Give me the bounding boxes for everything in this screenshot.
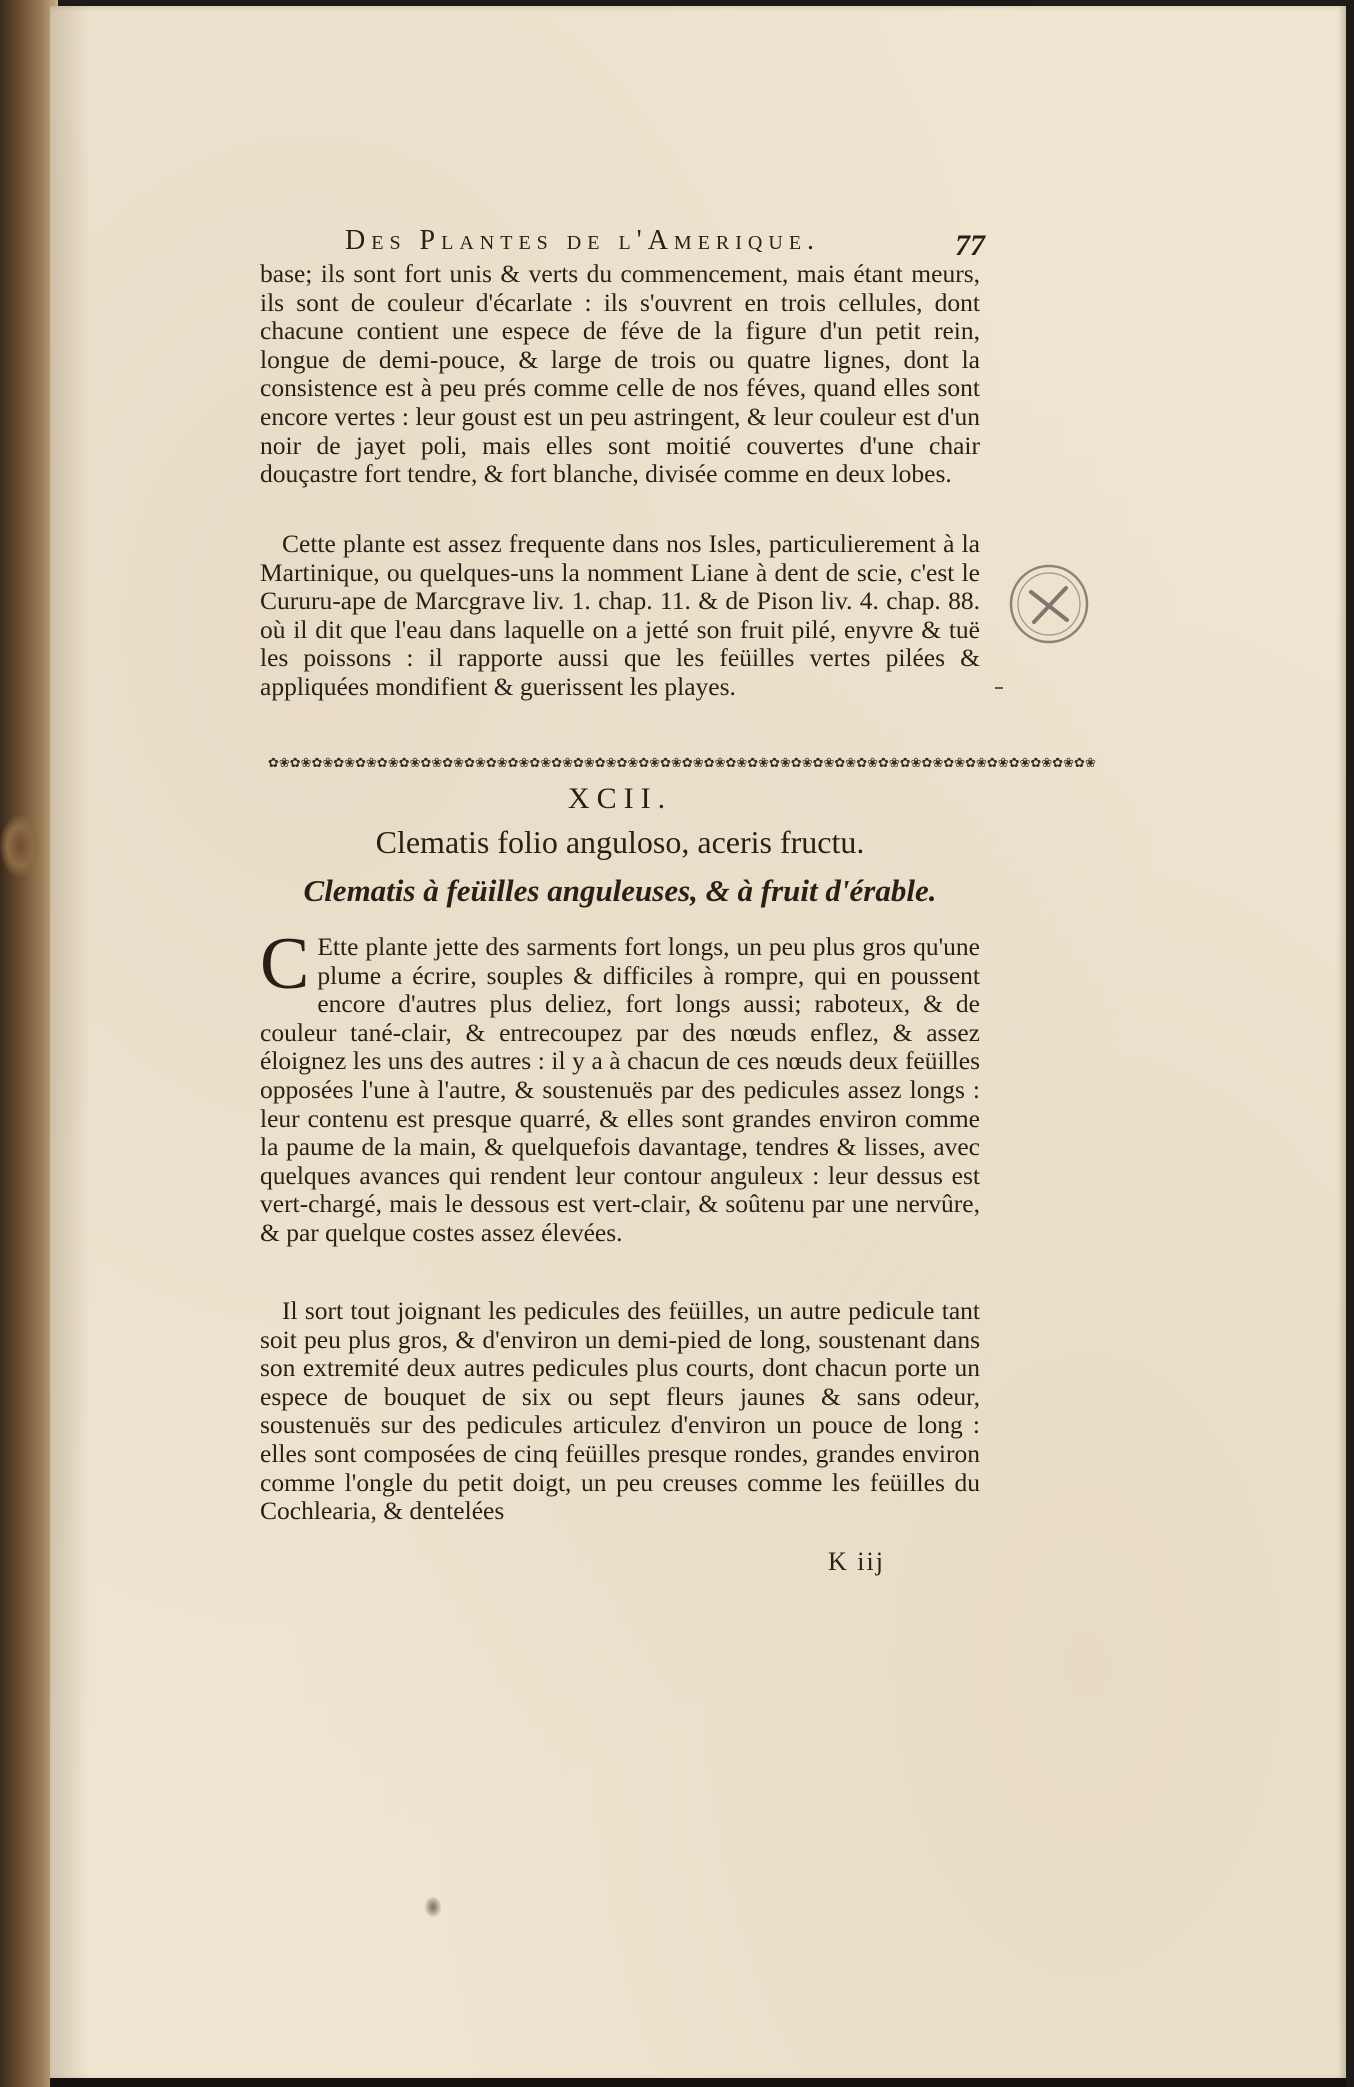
flower-text [260,1297,980,1526]
page-number: 77 [955,229,985,262]
signature-mark: K iij [828,1547,885,1576]
paragraph: Il sort tout joignant les pedicules des feüilles, un autre pedicule tant soit peu plus gros, & d'environ un demi-pied de long, soustenant dans son extremité deux autres pedicules plus courts, dont chacun porte un espece de bouquet de six ou sept fleurs jaunes & sans odeur, soustenuës sur des pedicules articulez d'environ un pouce de long : elles sont composées de cinq feüilles presque rondes, grandes environ comme l'ongle du petit doigt, un peu creuses comme les feüilles du Cochlearia, & dentelées [260,1296,980,1526]
habitat-text [260,530,980,702]
scan-edge [50,2078,1346,2087]
paragraph: base; ils sont fort unis & verts du commencement, mais étant meurs, ils sont de couleur d'écarlate : ils s'ouvrent en trois cellules, dont chacune contient une espece de féve de la figure d'un petit rein, longue de demi-pouce, & large de trois ou quatre lignes, dont la consistence est à peu prés comme celle de nos féves, quand elles sont encore vertes : leur goust est un peu astringent, & leur couleur est d'un noir de jayet poli, mais elles sont moitié couvertes d'une chair douçastre fort tendre, & fort blanche, divisée comme en deux lobes. [260,259,980,489]
ink-spot [425,1897,441,1917]
paragraph: Ette plante jette des sarments fort longs, un peu plus gros qu'une plume a écrire, souples & difficiles à rompre, qui en poussent encore d'autres plus deliez, fort longs aussi; raboteux, & de couleur tané-clair, & entrecoupez par des nœuds enflez, & assez éloignez les uns des autres : il y a à chacun de ces nœuds deux feüilles opposées l'une à l'autre, & soustenuës par des pedicules assez longs : leur contenu est presque quarré, & elles sont grandes environ comme la paume de la main, & quelquefois davantage, tendres & lisses, avec quelques avances qui rendent leur contour anguleux : leur dessus est vert-chargé, mais le dessous est vert-clair, & soûtenu par une nervûre, & par quelque costes assez élevées. [260,932,980,1247]
running-title: Des Plantes de l'Amerique. [345,225,821,256]
paragraph: Cette plante est assez frequente dans nos Isles, particulierement à la Martinique, ou quelques-uns la nomment Liane à dent de scie, c'est le Cururu-ape de Marcgrave liv. 1. chap. 11. & de Pison liv. 4. chap. 88. où il dit que l'eau dans laquelle on a jetté son fruit pilé, enyvre & tuë les poissons : il rapporte aussi que les feüilles vertes pilées & appliquées mondifient & guerissent les playes. [260,529,980,701]
library-stamp-icon [1006,558,1092,650]
ornamental-rule: ✿❀✿❀✿❀✿❀✿❀✿❀✿❀✿❀✿❀✿❀✿❀✿❀✿❀✿❀✿❀✿❀✿❀✿❀✿❀✿❀✿❀✿❀✿❀✿❀✿❀✿❀✿❀✿❀✿❀✿❀✿❀✿❀✿❀✿❀✿❀✿❀✿❀✿❀ [268,756,1096,771]
margin-mark [995,687,1003,689]
drop-cap: C [260,923,310,1005]
section-numeral: XCII. [567,782,673,815]
description-text [260,923,980,1248]
page-stain [0,815,40,877]
continued-text [260,260,980,489]
latin-title: Clematis folio anguloso, aceris fructu. [375,824,865,860]
french-title: Clematis à feüilles anguleuses, & à fruit d'érable. [303,873,937,908]
